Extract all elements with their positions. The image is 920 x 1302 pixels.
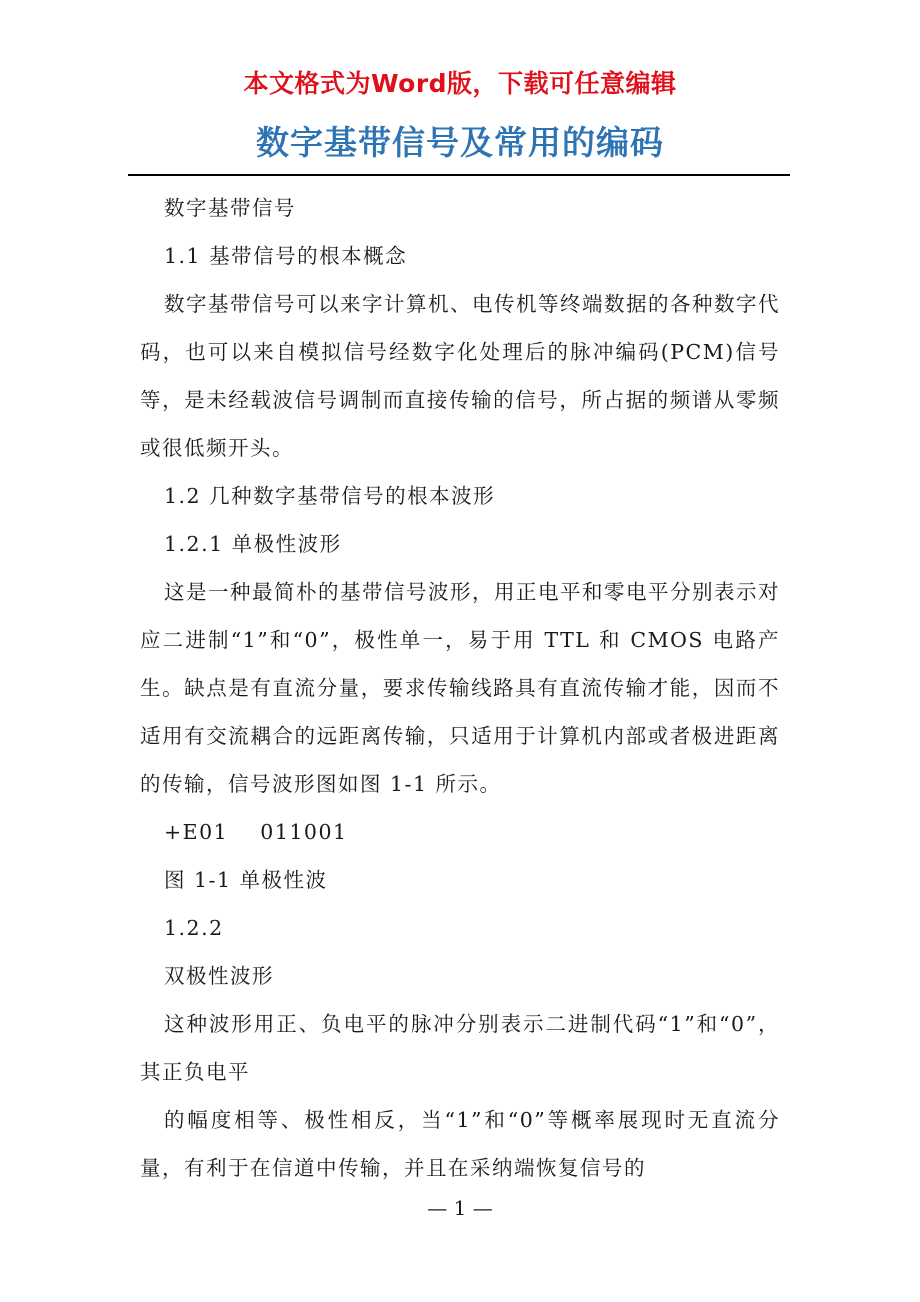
paragraph-intro: 数字基带信号可以来字计算机、电传机等终端数据的各种数字代码，也可以来自模拟信号经数字化处理后的脉冲编码(PCM)信号等，是未经载波信号调制而直接传输的信号，所占据的频谱从零频或很低频开头。 [140, 292, 780, 460]
paragraph-section-1-2-2: 1.2.2 [164, 916, 224, 940]
paragraph-bipolar-continued: 的幅度相等、极性相反，当“1”和“0”等概率展现时无直流分量，有利于在信道中传输，并且在采纳端恢复信号的 [140, 1108, 780, 1180]
document-title: 数字基带信号及常用的编码 [256, 123, 664, 162]
page-number: — 1 — [427, 1196, 493, 1220]
title-divider [128, 174, 790, 176]
paragraph-bipolar-heading: 双极性波形 [164, 964, 274, 988]
document-body [140, 184, 780, 1192]
paragraph-waveform-code: +E01 011001 [164, 820, 348, 844]
paragraph-heading-digital-baseband: 数字基带信号 [164, 196, 296, 220]
paragraph-bipolar-description: 这种波形用正、负电平的脉冲分别表示二进制代码“1”和“0”，其正负电平 [140, 1012, 780, 1084]
paragraph-section-1-2-1: 1.2.1 单极性波形 [164, 532, 342, 556]
paragraph-figure-caption: 图 1-1 单极性波 [164, 868, 328, 892]
paragraph-section-1-1: 1.1 基带信号的根本概念 [164, 244, 408, 268]
paragraph-unipolar-description: 这是一种最简朴的基带信号波形，用正电平和零电平分别表示对应二进制“1”和“0”，极性单一，易于用 TTL 和 CMOS 电路产生。缺点是有直流分量，要求传输线路具有直流传输才能，因而不适用有交流耦合的远距离传输，只适用于计算机内部或者极进距离的传输，信号波形图如图 1-1 所示。 [140, 580, 780, 796]
download-banner: 本文格式为Word版，下载可任意编辑 [243, 69, 677, 98]
paragraph-section-1-2: 1.2 几种数字基带信号的根本波形 [164, 484, 496, 508]
